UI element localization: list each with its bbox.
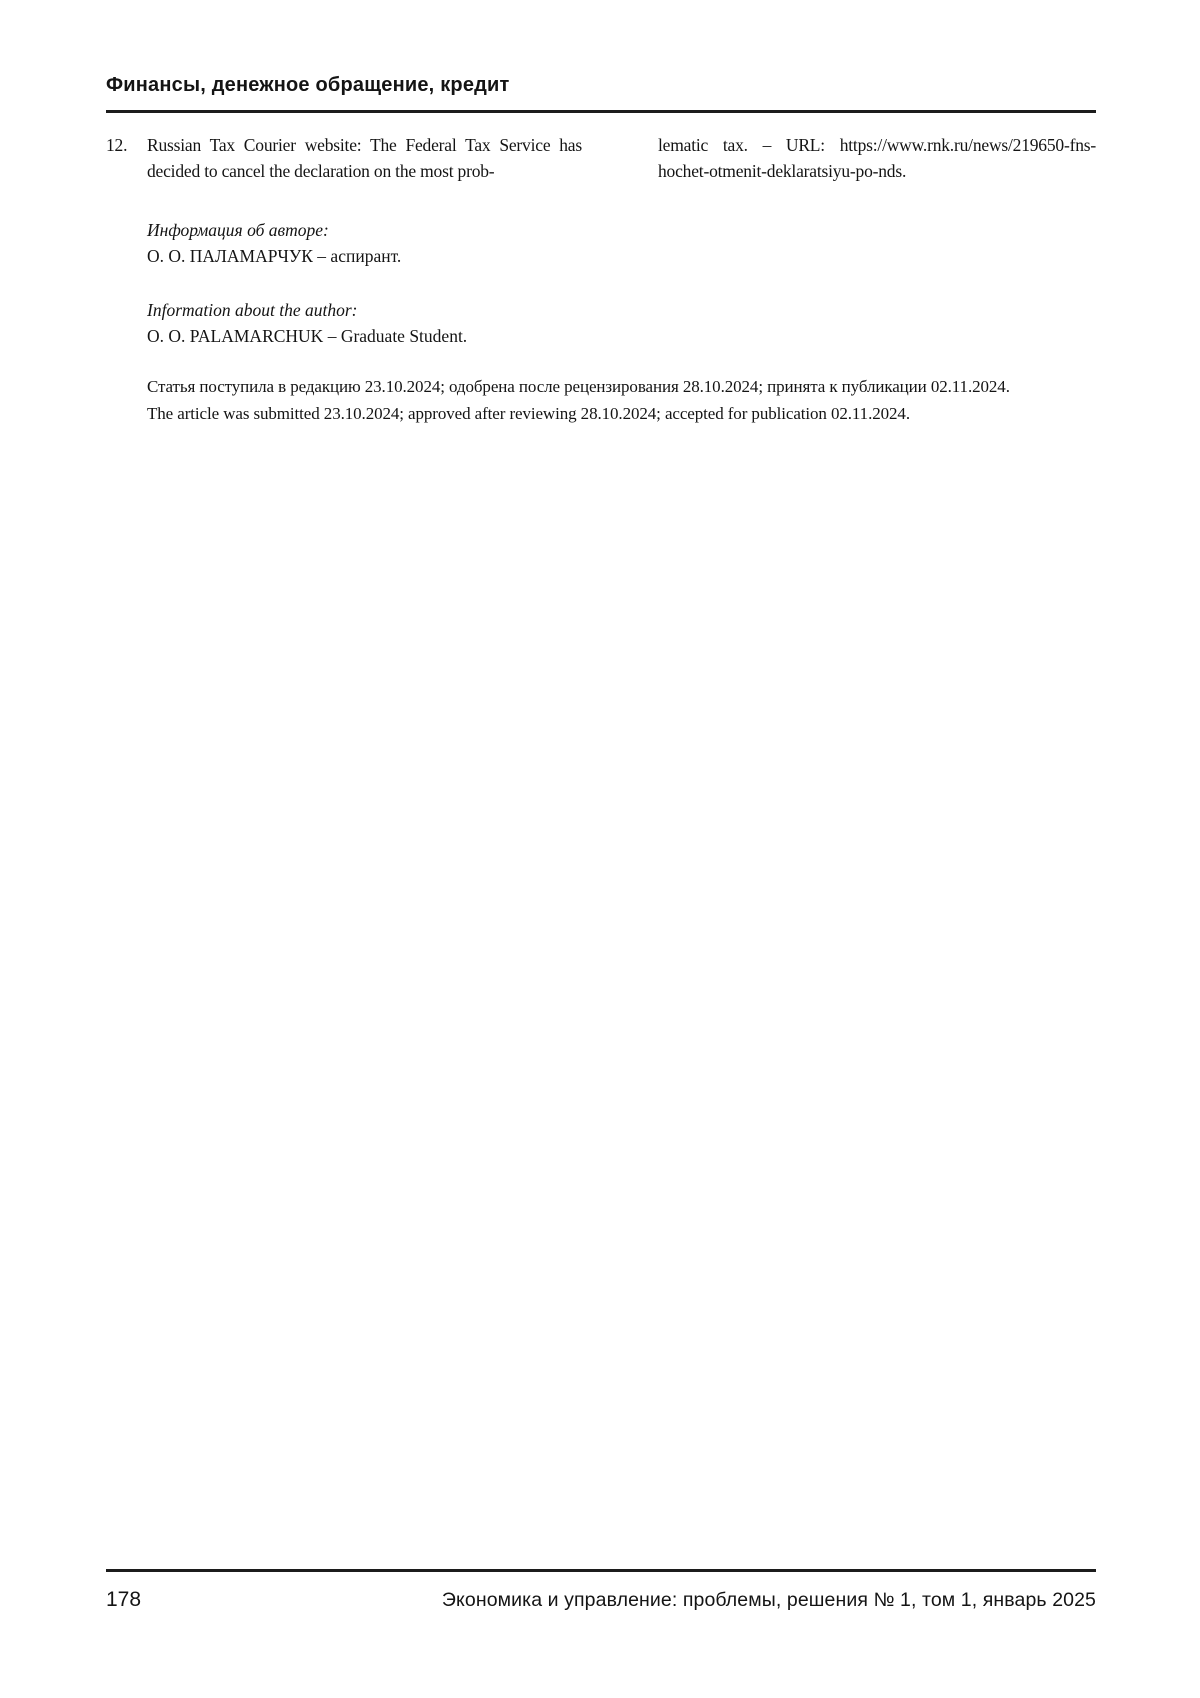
article-dates-en: The article was submitted 23.10.2024; approved after reviewing 28.10.2024; accepted for publication 02.11.2024. bbox=[147, 404, 910, 423]
footer-rule bbox=[106, 1569, 1096, 1572]
author-info-en-body: O. O. PALAMARCHUK – Graduate Student. bbox=[147, 326, 468, 346]
page-content bbox=[106, 132, 1096, 427]
section-title: Финансы, денежное обращение, кредит bbox=[106, 74, 510, 96]
page-header bbox=[106, 74, 1096, 113]
journal-title: Экономика и управление: проблемы, решения № 1, том 1, январь 2025 bbox=[441, 1589, 1096, 1611]
author-info-ru bbox=[147, 217, 1096, 269]
reference-text-left-column: Russian Tax Courier website: The Federal Tax Service has decided to cancel the declaration on the most prob- bbox=[147, 135, 582, 181]
article-dates bbox=[147, 373, 1096, 427]
reference-text-right-column: lematic tax. – URL: https://www.rnk.ru/news/219650-fns-hochet-otmenit-deklaratsiyu-po-nds. bbox=[658, 135, 1096, 181]
reference-number: 12. bbox=[106, 135, 128, 155]
author-info-en bbox=[147, 297, 1096, 349]
author-info-ru-body: О. О. ПАЛАМАРЧУК – аспирант. bbox=[147, 246, 402, 266]
author-info-en-heading: Information about the author: bbox=[147, 300, 358, 320]
footer-line bbox=[106, 1588, 1096, 1612]
article-dates-ru: Статья поступила в редакцию 23.10.2024; одобрена после рецензирования 28.10.2024; принята к публикации 02.11.2024. bbox=[147, 377, 1010, 396]
header-rule bbox=[106, 110, 1096, 113]
reference-item bbox=[106, 132, 1096, 184]
author-info-ru-heading: Информация об авторе: bbox=[147, 220, 329, 240]
page-number: 178 bbox=[106, 1588, 142, 1611]
page-footer bbox=[106, 1569, 1096, 1612]
